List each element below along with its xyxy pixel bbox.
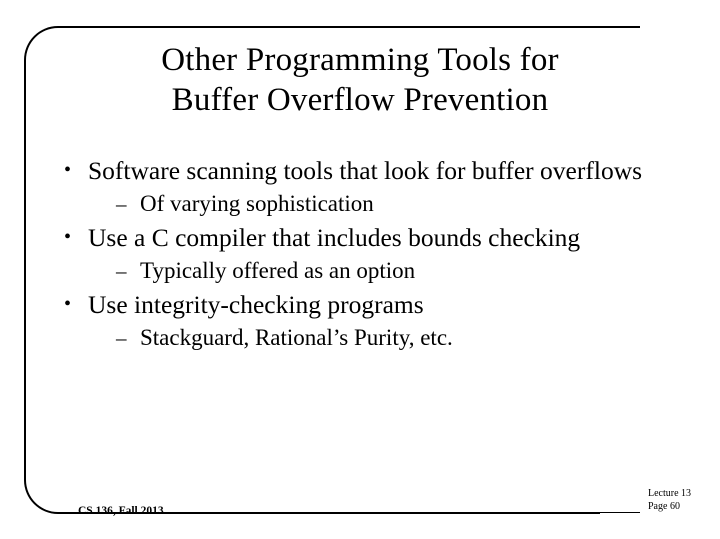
bullet-marker-icon: • — [64, 293, 72, 315]
sub-bullet-item — [88, 256, 678, 286]
sub-bullet-text: Typically offered as an option — [140, 258, 416, 283]
slide-body — [58, 155, 678, 356]
footer-course-label: CS 136, Fall 2013 — [78, 505, 164, 517]
sub-bullet-item — [88, 323, 678, 353]
bullet-text: Software scanning tools that look for buffer overflows — [88, 156, 643, 185]
slide-title-line-1: Other Programming Tools for — [161, 42, 559, 78]
dash-marker-icon: – — [116, 192, 127, 216]
footer-lecture-info — [648, 487, 691, 513]
bullet-item — [58, 155, 678, 219]
bullet-marker-icon: • — [64, 226, 72, 248]
bullet-item — [58, 289, 678, 353]
sub-bullet-list — [88, 256, 678, 286]
sub-bullet-text: Of varying sophistication — [140, 191, 374, 216]
bullet-text: Use integrity-checking programs — [88, 290, 424, 319]
bullet-marker-icon: • — [64, 159, 72, 181]
footer-page-number: Page 60 — [648, 501, 680, 512]
frame-mask-top — [640, 20, 720, 34]
slide-title-line-2: Buffer Overflow Prevention — [171, 82, 549, 118]
dash-marker-icon: – — [116, 326, 127, 350]
bullet-item — [58, 222, 678, 286]
sub-bullet-text: Stackguard, Rational’s Purity, etc. — [140, 325, 453, 350]
dash-marker-icon: – — [116, 259, 127, 283]
bullet-text: Use a C compiler that includes bounds checking — [88, 223, 581, 252]
bullet-list — [58, 155, 678, 353]
sub-bullet-list — [88, 189, 678, 219]
footer-lecture-number: Lecture 13 — [648, 488, 692, 499]
sub-bullet-item — [88, 189, 678, 219]
footer-divider — [168, 512, 640, 513]
sub-bullet-list — [88, 323, 678, 353]
slide-title — [60, 40, 660, 120]
